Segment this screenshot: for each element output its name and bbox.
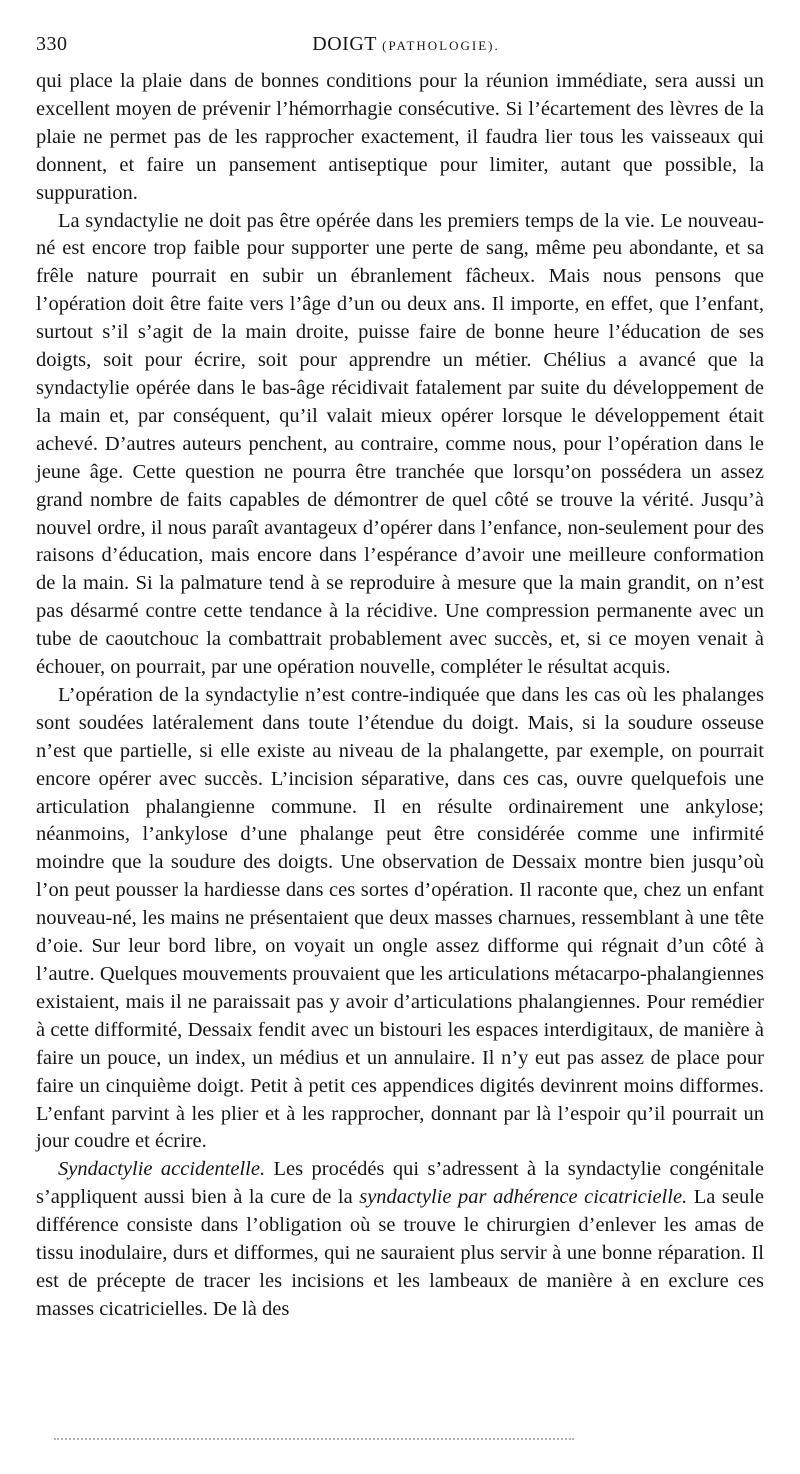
body-text — [36, 68, 764, 1324]
page-number: 330 — [36, 33, 68, 55]
paragraph: La syndactylie ne doit pas être opérée dans les premiers temps de la vie. Le nouveau-né est encore trop faible pour supporter une perte de sang, même peu abondante, et sa frêle nature pourrait en subir un ébranlement fâcheux. Mais nous pensons que l’opération doit être faite vers l’âge d’un ou deux ans. Il importe, en effet, que l’enfant, surtout s’il s’agit de la main droite, puisse faire de bonne heure l’éducation de ses doigts, soit pour écrire, soit pour apprendre un métier. Chélius a avancé que la syndactylie opérée dans le bas-âge récidivait fatalement par suite du développement de la main et, par conséquent, qu’il valait mieux opérer lorsque le développement était achevé. D’autres auteurs penchent, au contraire, comme nous, pour l’opération dans le jeune âge. Cette question ne pourra être tranchée que lorsqu’on possédera un assez grand nombre de faits capables de démontrer de quel côté se trouve la vérité. Jusqu’à nouvel ordre, il nous paraît avantageux d’opérer dans l’enfance, non-seulement pour des raisons d’éducation, mais encore dans l’espérance d’avoir une meilleure conformation de la main. Si la palmature tend à se reproduire à mesure que la main grandit, on n’est pas désarmé contre cette tendance à la récidive. Une compression permanente avec un tube de caoutchouc la combattrait probablement avec succès, et, si ce moyen venait à échouer, on pourrait, par une opération nouvelle, compléter le résultat acquis. — [36, 209, 764, 679]
running-title-main: DOIGT — [312, 33, 377, 55]
paragraph: L’opération de la syndactylie n’est contre-indiquée que dans les cas où les phalanges sont soudées latéralement dans toute l’étendue du doigt. Mais, si la soudure osseuse n’est que partielle, si elle existe au niveau de la phalangette, par exemple, on pourrait encore opérer avec succès. L’incision séparative, dans ces cas, ouvre quelquefois une articulation phalangienne commune. Il en résulte ordinairement une ankylose; néanmoins, l’ankylose d’une phalange peut être considérée comme une infirmité moindre que la soudure des doigts. Une observation de Dessaix montre bien jusqu’où l’on peut pousser la hardiesse dans ces sortes d’opération. Il raconte que, chez un enfant nouveau-né, les mains ne présentaient que deux masses charnues, ressemblant à une tête d’oie. Sur leur bord libre, on voyait un ongle assez difforme qui régnait d’un côté à l’autre. Quelques mouvements prouvaient que les articulations métacarpo-phalangiennes existaient, mais il ne paraissait pas y avoir d’articulations phalangiennes. Pour remédier à cette difformité, Dessaix fendit avec un bistouri les espaces interdigitaux, de manière à faire un pouce, un index, un médius et un annulaire. Il n’y eut pas assez de place pour faire un cinquième doigt. Petit à petit ces appendices digités devinrent moins difformes. L’enfant parvint à les plier et à les rapprocher, donnant par là l’espoir qu’il pourrait un jour coudre et écrire. — [36, 683, 764, 1153]
paragraph-text: Les procédés qui s’adressent à la syndactylie congénitale s’appliquent aussi bien à la cure de la — [36, 1158, 764, 1209]
footer-dotted-rule — [54, 1438, 574, 1440]
paragraph-text: La seule différence consiste dans l’obligation où se trouve le chirurgien d’enlever les amas de tissu inodulaire, durs et difformes, qui ne sauraient plus servir à une bonne réparation. Il est de précepte de tracer les incisions et les lambeaux de manière à en exclure ces masses cicatricielles. De là des — [36, 1186, 764, 1320]
running-title — [36, 30, 764, 60]
paragraph-continuation: qui place la plaie dans de bonnes conditions pour la réunion immédiate, sera aussi un excellent moyen de prévenir l’hémorrhagie consécutive. Si l’écartement des lèvres de la plaie ne permet pas de les rapprocher exactement, il faudra lier tous les vaisseaux qui donnent, et faire un pansement antiseptique pour limiter, autant que possible, la suppuration. — [36, 70, 764, 204]
italic-term: syndactylie par adhérence cicatricielle. — [359, 1186, 688, 1209]
running-header — [36, 30, 764, 58]
paragraph-syndactylie-accidentelle — [36, 1156, 764, 1323]
running-title-sub: (PATHOLOGIE). — [382, 38, 500, 53]
section-heading-italic: Syndactylie accidentelle. — [58, 1158, 266, 1181]
